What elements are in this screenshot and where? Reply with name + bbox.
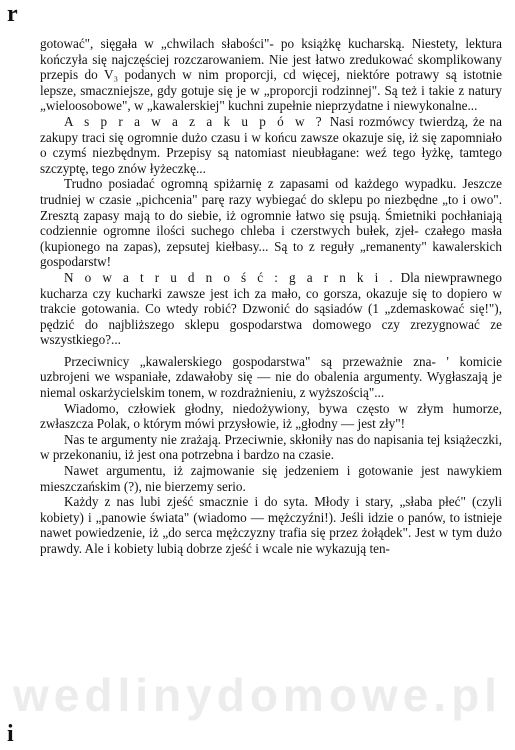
paragraph-1: gotować", sięgała w „chwilach słabości"- po książkę kucharską. Niestety, lektura kończyła się najczęściej rozczarowaniem. Nie jest łatwo zredukować skomplikowany przepis do V₃ podanych w nim proporcji, cd więcej, niektóre potrawy są istotnie lepsze, smaczniejsze, gdy gotuje się je w „proporcji rodzinnej". Są też i takie z natury „wieloosobowe", w „kawalerskiej" kuchni zupełnie nieprzydatne i niewykonalne...	[40, 36, 502, 114]
watermark: wedlinydomowe.pl	[13, 669, 502, 721]
paragraph-2-body: Nasi rozmówcy twierdzą, że na zakupy traci się ogromnie dużo czasu i w końcu zawsze okazuje się, iż się zapomniało o czymś niezbędnym. Przepisy są natomiast nieubłagane: weź tego łyżkę, tamtego szczyptę, tego znów łyżeczkę...	[40, 113, 502, 176]
paragraph-2	[40, 114, 502, 176]
paragraph-2-lead: A s p r a w a z a k u p ó w ?	[64, 113, 325, 129]
paragraph-4-lead: N o w a t r u d n o ś ć : g a r n k i .	[64, 269, 396, 285]
paragraph-4	[40, 270, 502, 348]
paragraph-3: Trudno posiadać ogromną spiżarnię z zapasami od każdego wypadku. Jeszcze trudniej w czasie „pichcenia" parę razy wybiegać do sklepu po niezbędne „to i owo". Zresztą zapasy mają to do siebie, iż ogromnie łatwo się psują. Śmietniki pochłaniają codziennie ogromne ilości suchego chleba i czerstwych bułek, zjeł- czałego masła (kupionego na zapas), zepsutej kiełbasy... Są to z reguły „remanenty" kawalerskich gospodarstw!	[40, 176, 502, 270]
page-text	[40, 36, 502, 557]
paragraph-8: Nawet argumentu, iż zajmowanie się jedzeniem i gotowanie jest nawykiem mieszczańskim (?), nie bierzemy serio.	[40, 463, 502, 494]
paragraph-7: Nas te argumenty nie zrażają. Przeciwnie, skłoniły nas do napisania tej książeczki, w przekonaniu, iż jest ona potrzebna i bardzo na czasie.	[40, 431, 502, 463]
paragraph-5: Przeciwnicy „kawalerskiego gospodarstwa" są przeważnie zna- ' komicie uzbrojeni we wspaniałe, zdawałoby się — nie do obalenia argumenty. Wygłaszają je niemal oskarżycielskim tonem, w rozdrażnieniu, z wyższością"...	[40, 353, 502, 401]
paragraph-9: Każdy z nas lubi zjeść smacznie i do syta. Młody i stary, „słaba płeć" (czyli kobiety) i „panowie świata" (wiadomo — mężczyźni!). Jeśli idzie o panów, to istnieje nawet powiedzenie, iż „do serca mężczyzny trafia się przez żołądek". Jest w tym dużo prawdy. Ale i kobiety lubią dobrze zjeść i wcale nie wykazują ten-	[40, 494, 502, 556]
paragraph-4-body: Dla niewprawnego kucharza czy kucharki zawsze jest ich za mało, co gorsza, okazuje się to dopiero w trakcie gotowania. Co wtedy robić? Dzwonić do sąsiadów (1 „zdemaskować się!"), pędzić do najbliższego sklepu gospodarstwa domowego czy zrezygnować ze wszystkiego?...	[40, 269, 502, 348]
corner-letter-top: r	[7, 1, 18, 27]
paragraph-6: Wiadomo, człowiek głodny, niedożywiony, bywa często w złym humorze, zwłaszcza Polak, o którym mówi przysłowie, iż „głodny — jest zły"!	[40, 400, 502, 432]
corner-letter-bottom: i	[7, 721, 14, 747]
